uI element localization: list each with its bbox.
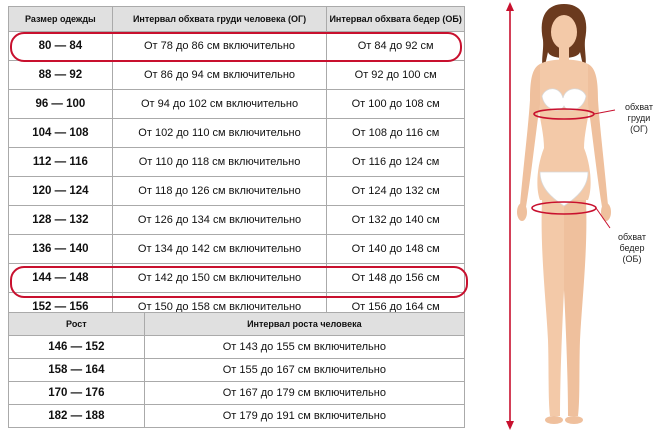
table-row <box>9 177 465 206</box>
chest-label-line-3: (ОГ) <box>630 124 648 134</box>
chest-cell: От 134 до 142 см включительно <box>112 235 327 264</box>
height-range-cell: От 143 до 155 см включительно <box>144 336 464 359</box>
chest-cell: От 126 до 134 см включительно <box>112 206 327 235</box>
chest-cell: От 142 до 150 см включительно <box>112 264 327 293</box>
height-size-cell: 182 — 188 <box>9 405 145 428</box>
height-range-cell: От 167 до 179 см включительно <box>144 382 464 405</box>
size-table-header-row <box>9 7 465 32</box>
table-row <box>9 61 465 90</box>
size-cell: 80 — 84 <box>9 32 113 61</box>
hips-cell: От 124 до 132 см <box>327 177 465 206</box>
header-size: Размер одежды <box>9 7 113 32</box>
table-row <box>9 359 465 382</box>
table-row <box>9 405 465 428</box>
hips-cell: От 116 до 124 см <box>327 148 465 177</box>
chest-cell: От 102 до 110 см включительно <box>112 119 327 148</box>
height-range-cell: От 155 до 167 см включительно <box>144 359 464 382</box>
header-chest: Интервал обхвата груди человека (ОГ) <box>112 7 327 32</box>
size-cell: 144 — 148 <box>9 264 113 293</box>
hips-label-line-1: обхват <box>618 232 646 242</box>
height-table <box>8 312 465 428</box>
header-hips: Интервал обхвата бедер (ОБ) <box>327 7 465 32</box>
height-range-cell: От 179 до 191 см включительно <box>144 405 464 428</box>
hips-label-line-2: бедер <box>619 243 645 253</box>
size-cell: 104 — 108 <box>9 119 113 148</box>
size-cell: 88 — 92 <box>9 61 113 90</box>
chest-cell: От 94 до 102 см включительно <box>112 90 327 119</box>
chest-cell: От 86 до 94 см включительно <box>112 61 327 90</box>
hips-cell: От 132 до 140 см <box>327 206 465 235</box>
hips-cell: От 108 до 116 см <box>327 119 465 148</box>
table-row <box>9 382 465 405</box>
chest-cell: От 78 до 86 см включительно <box>112 32 327 61</box>
height-arrow <box>506 2 514 430</box>
table-row <box>9 336 465 359</box>
table-row <box>9 206 465 235</box>
hips-cell: От 156 до 164 см <box>327 293 465 322</box>
size-cell: 120 — 124 <box>9 177 113 206</box>
size-cell: 112 — 116 <box>9 148 113 177</box>
table-row <box>9 148 465 177</box>
table-row <box>9 235 465 264</box>
size-table <box>8 6 465 322</box>
table-row <box>9 119 465 148</box>
height-size-cell: 158 — 164 <box>9 359 145 382</box>
height-size-cell: 146 — 152 <box>9 336 145 359</box>
height-table-header-row <box>9 313 465 336</box>
chest-label-line-1: обхват <box>625 102 653 112</box>
hips-cell: От 84 до 92 см <box>327 32 465 61</box>
hips-cell: От 148 до 156 см <box>327 264 465 293</box>
hips-cell: От 140 до 148 см <box>327 235 465 264</box>
chest-label-line-2: груди <box>627 113 651 123</box>
chest-label <box>616 102 662 135</box>
size-cell: 96 — 100 <box>9 90 113 119</box>
body-figure <box>480 0 665 431</box>
hips-cell: От 100 до 108 см <box>327 90 465 119</box>
size-cell: 128 — 132 <box>9 206 113 235</box>
height-size-cell: 170 — 176 <box>9 382 145 405</box>
chest-cell: От 110 до 118 см включительно <box>112 148 327 177</box>
chest-cell: От 150 до 158 см включительно <box>112 293 327 322</box>
table-row <box>9 264 465 293</box>
chest-cell: От 118 до 126 см включительно <box>112 177 327 206</box>
size-cell: 152 — 156 <box>9 293 113 322</box>
table-row <box>9 90 465 119</box>
table-row <box>9 32 465 61</box>
header-height-range: Интервал роста человека <box>144 313 464 336</box>
header-height: Рост <box>9 313 145 336</box>
hips-label-line-3: (ОБ) <box>622 254 642 264</box>
hips-cell: От 92 до 100 см <box>327 61 465 90</box>
size-cell: 136 — 140 <box>9 235 113 264</box>
hips-label <box>610 232 654 265</box>
